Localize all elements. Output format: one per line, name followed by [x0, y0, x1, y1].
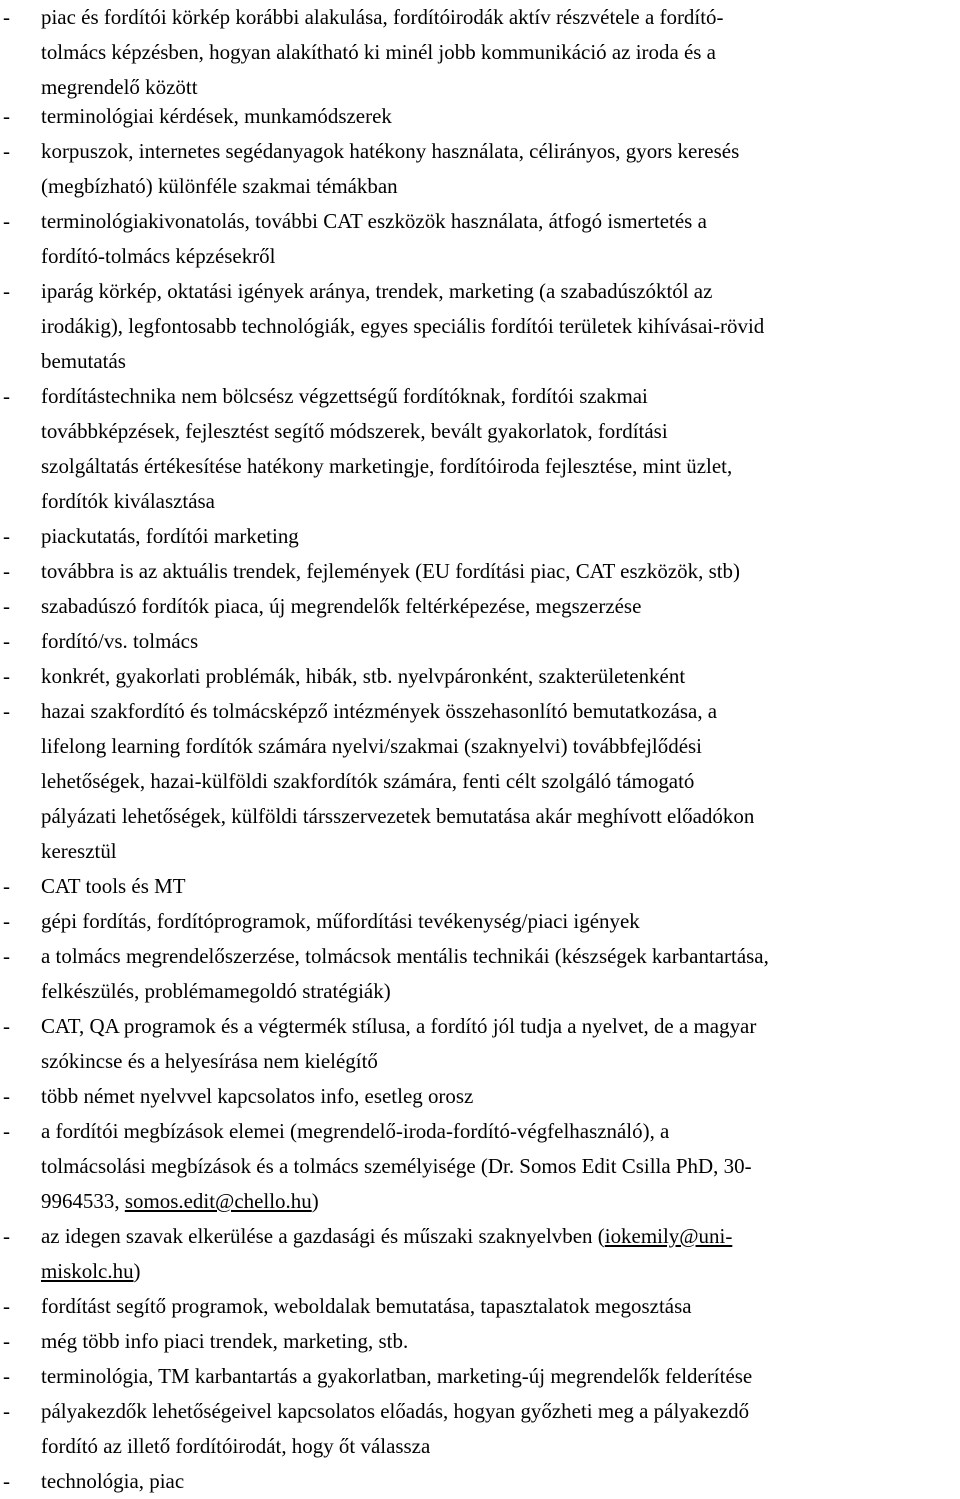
list-item-text [41, 939, 960, 1009]
text-line [41, 904, 958, 939]
text-run: fordító/vs. tolmács [41, 629, 199, 653]
text-run: megrendelő között [41, 75, 198, 99]
text-line [41, 1289, 958, 1324]
text-run: piackutatás, fordítói marketing [41, 524, 299, 548]
text-run: szabadúszó fordítók piaca, új megrendelők feltérképezése, megszerzése [41, 594, 642, 618]
bullet-dash: - [3, 559, 10, 583]
list-item [0, 624, 960, 659]
text-line [41, 1114, 958, 1149]
text-line [41, 449, 958, 484]
list-item-text [41, 1464, 960, 1499]
text-run: korpuszok, internetes segédanyagok hatékony használata, célirányos, gyors keresés [41, 139, 740, 163]
text-run: továbbra is az aktuális trendek, fejlemények (EU fordítási piac, CAT eszközök, stb) [41, 559, 741, 583]
text-run: technológia, piac [41, 1469, 185, 1493]
text-run: fordító-tolmács képzésekről [41, 244, 276, 268]
text-line [41, 35, 958, 70]
text-line [41, 974, 958, 1009]
text-run: lehetőségek, hazai-külföldi szakfordítók számára, fenti célt szolgáló támogató [41, 769, 695, 793]
text-run: irodákig), legfontosabb technológiák, egyes speciális fordítói területek kihívásai-rövid [41, 314, 765, 338]
bullet-dash: - [3, 1329, 10, 1353]
text-line [41, 624, 958, 659]
list-item [0, 1289, 960, 1324]
bullet-dash: - [3, 1469, 10, 1493]
text-run: konkrét, gyakorlati problémák, hibák, stb. nyelvpáronként, szakterületenként [41, 664, 686, 688]
list-item-text [41, 904, 960, 939]
list-item [0, 1464, 960, 1499]
text-run: pályakezdők lehetőségeivel kapcsolatos előadás, hogyan győzheti meg a pályakezdő [41, 1399, 750, 1423]
list-item [0, 1359, 960, 1394]
text-line [41, 204, 958, 239]
list-item-text [41, 1394, 960, 1464]
bullet-dash: - [3, 5, 10, 29]
list-item [0, 554, 960, 589]
text-line [41, 1359, 958, 1394]
text-run: pályázati lehetőségek, külföldi társszervezetek bemutatása akár meghívott előadókon [41, 804, 755, 828]
bullet-dash: - [3, 1084, 10, 1108]
bullet-dash: - [3, 664, 10, 688]
text-line [41, 694, 958, 729]
text-line [41, 834, 958, 869]
text-line [41, 659, 958, 694]
list-item [0, 99, 960, 134]
list-item [0, 274, 960, 379]
list-item [0, 134, 960, 204]
list-item-text [41, 379, 960, 519]
bullet-dash: - [3, 909, 10, 933]
bullet-dash: - [3, 1014, 10, 1038]
bullet-dash: - [3, 1224, 10, 1248]
text-run: gépi fordítás, fordítóprogramok, műfordítási tevékenység/piaci igények [41, 909, 640, 933]
email-link[interactable]: somos.edit@chello.hu [124, 1189, 312, 1213]
text-run: hazai szakfordító és tolmácsképző intézmények összehasonlító bemutatkozása, a [41, 699, 718, 723]
text-run: ) [133, 1259, 141, 1283]
bullet-dash: - [3, 279, 10, 303]
text-line [41, 1429, 958, 1464]
text-run: fordítók kiválasztása [41, 489, 215, 513]
text-run: szolgáltatás értékesítése hatékony marketingje, fordítóiroda fejlesztése, mint üzlet, [41, 454, 733, 478]
text-run: ) [311, 1189, 319, 1213]
bullet-dash: - [3, 104, 10, 128]
bullet-dash: - [3, 944, 10, 968]
text-line [41, 344, 958, 379]
text-run: 9964533, [41, 1189, 125, 1213]
text-run: a tolmács megrendelőszerzése, tolmácsok mentális technikái (készségek karbantartása, [41, 944, 769, 968]
text-run: lifelong learning fordítók számára nyelvi/szakmai (szaknyelvi) továbbfejlődési [41, 734, 702, 758]
text-line [41, 379, 958, 414]
text-run: terminológiai kérdések, munkamódszerek [41, 104, 392, 128]
list-item-text [41, 1359, 960, 1394]
text-run: tolmács képzésben, hogyan alakítható ki minél jobb kommunikáció az iroda és a [41, 40, 716, 64]
list-item [0, 1079, 960, 1114]
bullet-dash: - [3, 139, 10, 163]
text-line [41, 799, 958, 834]
list-item [0, 519, 960, 554]
bullet-dash: - [3, 209, 10, 233]
text-run: felkészülés, problémamegoldó stratégiák) [41, 979, 391, 1003]
list-item [0, 379, 960, 519]
list-item-text [41, 204, 960, 274]
list-item [0, 1219, 960, 1289]
list-item-text [41, 659, 960, 694]
text-run: még több info piaci trendek, marketing, stb. [41, 1329, 409, 1353]
text-line [41, 414, 958, 449]
email-link[interactable]: miskolc.hu [41, 1259, 134, 1283]
text-line [41, 1394, 958, 1429]
bullet-dash: - [3, 524, 10, 548]
list-item-text [41, 624, 960, 659]
text-run: CAT, QA programok és a végtermék stílusa, a fordító jól tudja a nyelvet, de a magyar [41, 1014, 757, 1038]
text-line [41, 169, 958, 204]
text-line [41, 1044, 958, 1079]
list-item [0, 1394, 960, 1464]
text-run: terminológia, TM karbantartás a gyakorlatban, marketing-új megrendelők felderítése [41, 1364, 753, 1388]
bullet-dash: - [3, 1119, 10, 1143]
bullet-dash: - [3, 594, 10, 618]
list-item [0, 1324, 960, 1359]
bullet-dash: - [3, 699, 10, 723]
text-run: tolmácsolási megbízások és a tolmács személyisége (Dr. Somos Edit Csilla PhD, 30- [41, 1154, 752, 1178]
text-line [41, 729, 958, 764]
list-item [0, 1009, 960, 1079]
list-item-text [41, 1219, 960, 1289]
text-line [41, 0, 958, 35]
list-item-text [41, 554, 960, 589]
list-item [0, 204, 960, 274]
list-item-text [41, 694, 960, 869]
text-line [41, 484, 958, 519]
list-item-text [41, 274, 960, 379]
bullet-dash: - [3, 1294, 10, 1318]
list-item [0, 1114, 960, 1219]
bullet-dash: - [3, 384, 10, 408]
text-run: továbbképzések, fejlesztést segítő módszerek, bevált gyakorlatok, fordítási [41, 419, 668, 443]
text-line [41, 239, 958, 274]
text-run: fordítást segítő programok, weboldalak bemutatása, tapasztalatok megosztása [41, 1294, 692, 1318]
text-line [41, 1324, 958, 1359]
list-item [0, 0, 960, 105]
text-line [41, 939, 958, 974]
list-item [0, 904, 960, 939]
text-run: az idegen szavak elkerülése a gazdasági és műszaki szaknyelvben ( [41, 1224, 605, 1248]
text-line [41, 1254, 958, 1289]
bullet-dash: - [3, 1399, 10, 1423]
list-item-text [41, 1289, 960, 1324]
text-line [41, 134, 958, 169]
list-item [0, 659, 960, 694]
text-run: a fordítói megbízások elemei (megrendelő-iroda-fordító-végfelhasználó), a [41, 1119, 670, 1143]
text-run: piac és fordítói körkép korábbi alakulása, fordítóirodák aktív részvétele a fordító- [41, 5, 724, 29]
text-line [41, 274, 958, 309]
text-line [41, 99, 958, 134]
text-line [41, 1149, 958, 1184]
list-item-text [41, 1324, 960, 1359]
text-run: fordítástechnika nem bölcsész végzettségű fordítóknak, fordítói szakmai [41, 384, 648, 408]
text-line [41, 554, 958, 589]
text-run: több német nyelvvel kapcsolatos info, esetleg orosz [41, 1084, 474, 1108]
list-item-text [41, 134, 960, 204]
email-link[interactable]: iokemily@uni- [604, 1224, 733, 1248]
bullet-dash: - [3, 874, 10, 898]
list-item-text [41, 1114, 960, 1219]
list-item [0, 939, 960, 1009]
list-item [0, 589, 960, 624]
list-item-text [41, 99, 960, 134]
list-item [0, 694, 960, 869]
text-run: terminológiakivonatolás, további CAT eszközök használata, átfogó ismertetés a [41, 209, 707, 233]
text-line [41, 1219, 958, 1254]
text-run: fordító az illető fordítóirodát, hogy őt válassza [41, 1434, 431, 1458]
text-line [41, 589, 958, 624]
text-line [41, 1009, 958, 1044]
text-run: iparág körkép, oktatási igények aránya, trendek, marketing (a szabadúszóktól az [41, 279, 713, 303]
text-run: CAT tools és MT [41, 874, 186, 898]
text-line [41, 1079, 958, 1114]
list-item [0, 869, 960, 904]
text-run: (megbízható) különféle szakmai témákban [41, 174, 398, 198]
list-item-text [41, 1079, 960, 1114]
text-run: szókincse és a helyesírása nem kielégítő [41, 1049, 378, 1073]
text-run: keresztül [41, 839, 117, 863]
bullet-dash: - [3, 629, 10, 653]
bullet-dash: - [3, 1364, 10, 1388]
text-line [41, 1184, 958, 1219]
text-line [41, 764, 958, 799]
list-item-text [41, 0, 960, 105]
text-line [41, 519, 958, 554]
list-item-text [41, 519, 960, 554]
text-line [41, 1464, 958, 1499]
text-line [41, 869, 958, 904]
list-item-text [41, 1009, 960, 1079]
text-line [41, 309, 958, 344]
text-run: bemutatás [41, 349, 126, 373]
list-item-text [41, 869, 960, 904]
list-item-text [41, 589, 960, 624]
